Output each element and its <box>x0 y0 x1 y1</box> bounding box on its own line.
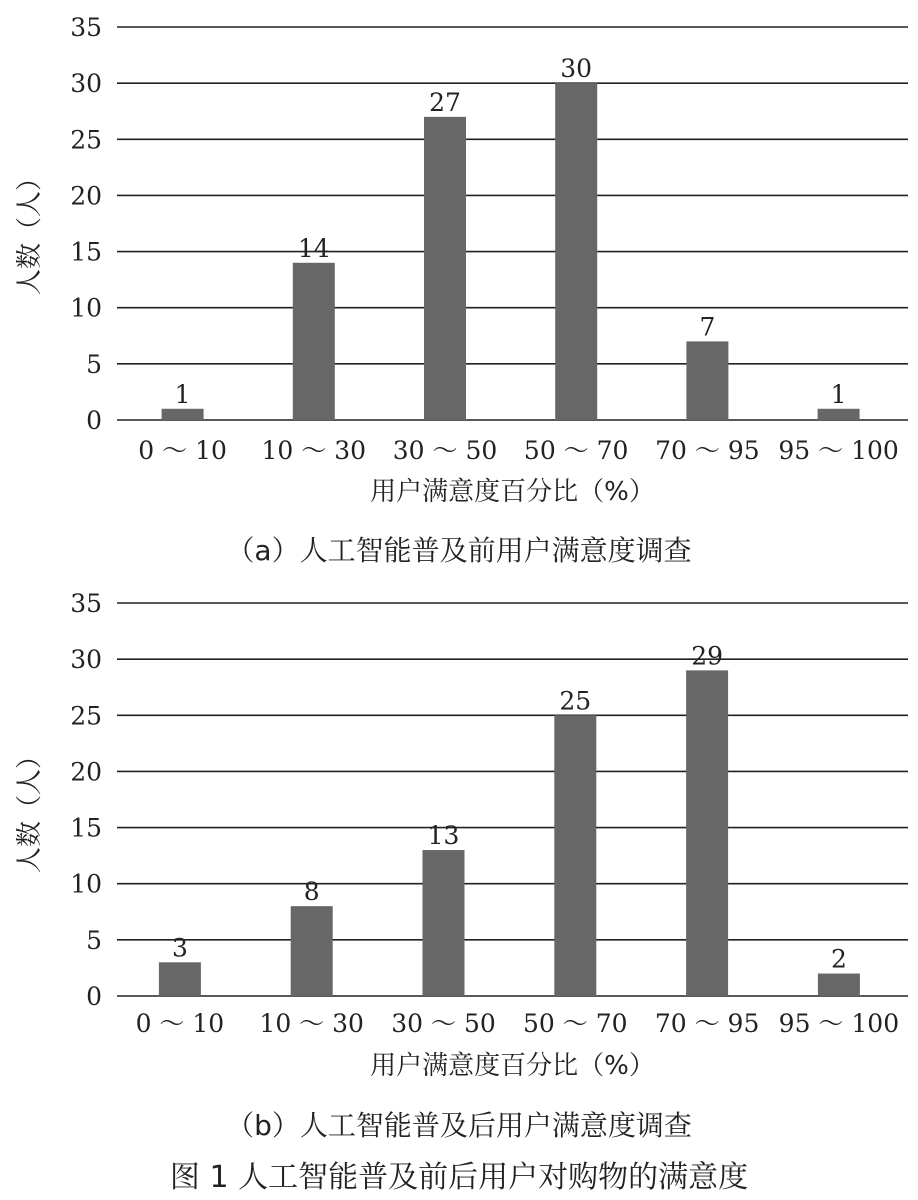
data-label: 13 <box>427 821 460 851</box>
y-tick-label: 35 <box>70 13 102 42</box>
chart-caption: （a）人工智能普及前用户满意度调查 <box>226 534 692 567</box>
x-tick-label: 95 ～ 100 <box>778 1009 900 1038</box>
bar <box>293 263 335 420</box>
x-tick-label: 0 ～ 10 <box>135 1009 225 1038</box>
data-label: 1 <box>830 379 847 409</box>
x-tick-label: 10 ～ 30 <box>261 436 367 465</box>
y-tick-label: 5 <box>86 349 102 379</box>
y-tick-label: 15 <box>70 813 102 843</box>
bar <box>818 409 860 420</box>
y-tick-label: 30 <box>70 69 102 99</box>
x-axis-title: 用户满意度百分比（%） <box>370 1051 655 1081</box>
data-label: 7 <box>699 312 716 342</box>
data-label: 29 <box>691 641 724 671</box>
y-tick-label: 35 <box>70 589 102 618</box>
data-label: 25 <box>559 686 592 716</box>
y-tick-label: 10 <box>70 869 102 899</box>
data-label: 8 <box>303 877 320 907</box>
data-label: 2 <box>830 944 847 974</box>
data-label: 27 <box>429 87 461 117</box>
x-axis-title: 用户满意度百分比（%） <box>370 477 655 507</box>
bar <box>423 850 465 996</box>
figure-caption: 图 1 人工智能普及前后用户对购物的满意度 <box>169 1160 749 1195</box>
bar <box>162 409 204 420</box>
x-tick-label: 30 ～ 50 <box>392 436 498 465</box>
y-axis-title: 人数（人） <box>15 742 45 874</box>
y-tick-label: 25 <box>70 125 102 155</box>
y-tick-label: 0 <box>86 406 102 435</box>
chart-b <box>15 589 908 1142</box>
data-label: 30 <box>560 54 593 84</box>
bar <box>686 670 728 996</box>
y-tick-label: 10 <box>70 293 102 323</box>
x-tick-label: 70 ～ 95 <box>654 1009 760 1038</box>
bar <box>424 117 466 420</box>
bar <box>159 962 201 996</box>
x-tick-label: 50 ～ 70 <box>523 1009 628 1038</box>
data-label: 3 <box>171 933 188 963</box>
bar <box>291 906 333 996</box>
y-tick-label: 30 <box>70 645 102 675</box>
bar <box>818 974 860 996</box>
chart-caption: （b）人工智能普及后用户满意度调查 <box>226 1109 692 1142</box>
x-tick-label: 95 ～ 100 <box>778 436 899 465</box>
x-tick-label: 70 ～ 95 <box>655 436 760 465</box>
y-tick-label: 15 <box>70 237 102 267</box>
bar <box>555 83 597 420</box>
y-tick-label: 20 <box>70 757 102 787</box>
chart-a <box>15 13 908 567</box>
y-tick-label: 5 <box>86 925 102 955</box>
y-tick-label: 25 <box>70 701 102 731</box>
x-tick-label: 0 ～ 10 <box>138 436 227 465</box>
bar <box>554 715 596 996</box>
y-tick-label: 0 <box>86 982 102 1011</box>
data-label: 1 <box>174 379 191 409</box>
x-tick-label: 10 ～ 30 <box>259 1009 364 1038</box>
data-label: 14 <box>297 233 330 263</box>
y-tick-label: 20 <box>70 181 102 211</box>
x-tick-label: 30 ～ 50 <box>391 1009 496 1038</box>
x-tick-label: 50 ～ 70 <box>523 436 629 465</box>
bar <box>686 341 728 420</box>
y-axis-title: 人数（人） <box>15 164 45 296</box>
